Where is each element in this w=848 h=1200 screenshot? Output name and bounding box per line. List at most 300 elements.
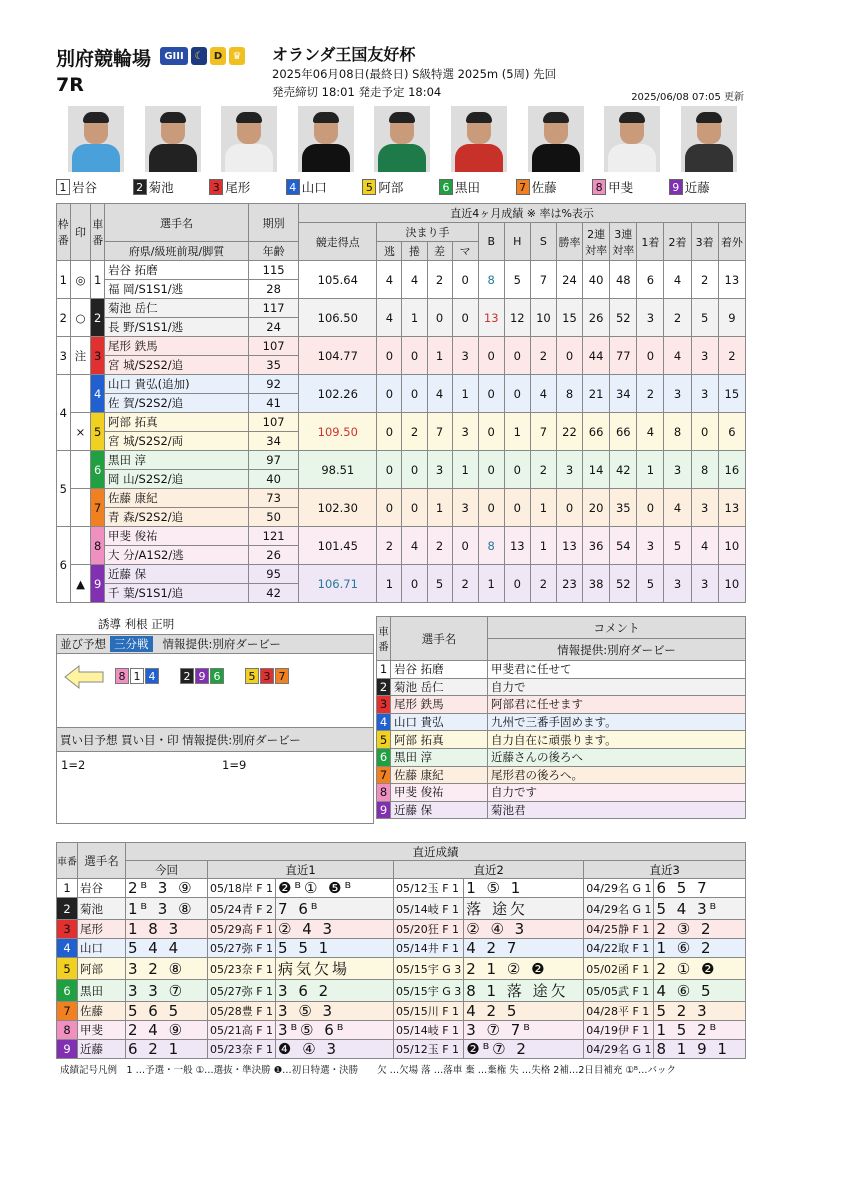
result-1-date: 05/29高 F 1 [208,920,276,939]
stat-r2: 36 [583,527,610,565]
cmt-rider-name: 山口 貴弘 [391,713,488,731]
kimari-sashi: 2 [427,261,452,299]
kimari-mark: 2 [452,565,478,603]
result-2-date: 05/12玉 F 1 [394,879,464,898]
narabi-source: 情報提供:別府ダービー [162,637,281,651]
yoso-cell [70,451,91,489]
res-rider-name: 岩谷 [78,879,126,898]
res-rider-name: 尾形 [78,920,126,939]
stat-f2: 4 [664,337,691,375]
rider-photos [56,106,746,196]
stat-r2: 20 [583,489,610,527]
rider-photo [221,106,277,172]
th-cmt-name: 選手名 [391,617,488,661]
rider-photo [145,106,201,172]
kimari-makuri: 4 [402,261,427,299]
th-l3: 直近3 [584,861,746,879]
kimari-makuri: 0 [402,451,427,489]
th-cmt-src: 情報提供:別府ダービー [488,639,746,661]
th-r-no: 車番 [57,843,78,879]
result-1: 5 5 1 [276,939,394,958]
rider-pref: 宮 城/S2S2/両 [105,432,249,451]
kimari-mark: 0 [452,261,478,299]
stat-win: 15 [556,299,582,337]
updated-time: 2025/06/08 07:05 更新 [631,92,744,103]
result-now: 2ᴮ 3 ⑨ [126,879,208,898]
stat-out: 10 [718,527,745,565]
result-3-date: 04/29名 G 1 [584,898,654,920]
rider-name: 尾形 鉄馬 [105,337,249,356]
kimari-nige: 0 [377,489,402,527]
stat-s: 2 [530,451,556,489]
cmt-car-number: 2 [377,678,391,696]
stat-r2: 21 [583,375,610,413]
th-score: 競走得点 [299,223,377,261]
stat-f2: 4 [664,261,691,299]
kimari-makuri: 0 [402,565,427,603]
result-now: 3 3 ⑦ [126,980,208,1002]
car-number: 9 [91,565,105,603]
rider-age: 41 [249,394,299,413]
rider-short-name: 菊池 [148,180,174,195]
rider-age: 26 [249,546,299,565]
stat-f1: 0 [637,337,664,375]
kimari-nige: 2 [377,527,402,565]
yoso-cell: ▲ [70,565,91,603]
kimari-makuri: 0 [402,489,427,527]
rider-period: 107 [249,413,299,432]
rider-age: 34 [249,432,299,451]
rider-number: 7 [516,179,530,195]
th-out: 着外 [718,223,745,261]
kimari-mark: 3 [452,413,478,451]
kimari-sashi: 5 [427,565,452,603]
rider-name: 山口 貴弘(追加) [105,375,249,394]
lineup-rider: 2 [180,668,194,684]
result-1-date: 05/23奈 F 1 [208,958,276,980]
car-number: 6 [91,451,105,489]
stat-h: 0 [504,565,530,603]
result-now: 2 4 ⑨ [126,1021,208,1040]
stat-f1: 4 [637,413,664,451]
result-2-date: 05/15宇 G 3 [394,958,464,980]
stat-b: 0 [478,375,504,413]
score: 105.64 [299,261,377,299]
result-2: 1 ⑤ 1 [464,879,584,898]
car-number: 2 [91,299,105,337]
th-r-recent: 直近成績 [126,843,746,861]
rider-number: 4 [286,179,300,195]
cmt-rider-name: 甲斐 俊祐 [391,784,488,802]
cmt-rider-name: 尾形 鉄馬 [391,696,488,714]
result-1: 3ᴮ⑤ 6ᴮ [276,1021,394,1040]
race-times: 発売締切 18:01 発走予定 18:04 [272,85,442,99]
stat-h: 0 [504,451,530,489]
stat-r3: 48 [610,261,637,299]
yoso-cell: × [70,413,91,451]
rider-photo [681,106,737,172]
rider-period: 92 [249,375,299,394]
result-1: ❷ᴮ① ❺ᴮ [276,879,394,898]
kimari-mark: 3 [452,489,478,527]
result-2-date: 05/15宇 G 3 [394,980,464,1002]
kimari-mark: 0 [452,299,478,337]
lineup-rider: 3 [260,668,274,684]
kimari-sashi: 3 [427,451,452,489]
race-name: オランダ王国友好杯 [272,45,416,64]
kimari-makuri: 4 [402,527,427,565]
narabi-box [56,654,374,728]
rider-pref: 佐 賀/S2S2/追 [105,394,249,413]
rider-short-name: 尾形 [225,180,251,195]
lineup-rider: 9 [195,668,209,684]
rider-photo [451,106,507,172]
rider-short-name: 佐藤 [531,180,557,195]
cmt-car-number: 4 [377,713,391,731]
rider-pref: 青 森/S2S2/追 [105,508,249,527]
th-comment: コメント [488,617,746,639]
kimari-sashi: 1 [427,489,452,527]
stat-f3: 4 [691,527,718,565]
result-2: 8 1 落 途欠 [464,980,584,1002]
rider-age: 50 [249,508,299,527]
yoso-cell [70,489,91,527]
rider-comment: 菊池君 [488,801,746,819]
res-car-number: 8 [57,1021,78,1040]
result-1: 病気欠場 [276,958,394,980]
stat-s: 1 [530,527,556,565]
rider-name: 黒田 淳 [105,451,249,470]
kaime-2: 1=9 [222,758,247,772]
stat-h: 0 [504,375,530,413]
guide-rider: 誘導 利根 正明 [98,617,175,631]
stat-r2: 38 [583,565,610,603]
stat-f2: 8 [664,413,691,451]
waku-cell: 1 [57,261,71,299]
stat-f3: 0 [691,413,718,451]
stat-out: 15 [718,375,745,413]
score: 109.50 [299,413,377,451]
rider-short-name: 山口 [301,180,327,195]
stat-out: 13 [718,261,745,299]
stat-f1: 3 [637,527,664,565]
result-1-date: 05/27弥 F 1 [208,939,276,958]
rider-comment: 自力で [488,678,746,696]
res-car-number: 6 [57,980,78,1002]
rider-period: 97 [249,451,299,470]
rider-age: 24 [249,318,299,337]
waku-cell: 4 [57,375,71,451]
th-f3: 3着 [691,223,718,261]
result-3: 2 ① ❷ [654,958,746,980]
result-3-date: 04/28平 F 1 [584,1002,654,1021]
stat-b: 0 [478,413,504,451]
rider-number: 5 [362,179,376,195]
rider-pref: 大 分/A1S2/逃 [105,546,249,565]
kimari-mark: 1 [452,375,478,413]
result-1-date: 05/23奈 F 1 [208,1040,276,1059]
rider-number: 3 [209,179,223,195]
rider-age: 42 [249,584,299,603]
stat-f3: 2 [691,261,718,299]
stat-f2: 5 [664,527,691,565]
th-kimari: 決まり手 [377,223,478,242]
stat-f2: 4 [664,489,691,527]
stat-f1: 3 [637,299,664,337]
rider-number: 8 [592,179,606,195]
stat-r2: 26 [583,299,610,337]
result-2-date: 05/14岐 F 1 [394,898,464,920]
stat-win: 3 [556,451,582,489]
result-3: 6 5 7 [654,879,746,898]
race-number: 7R [56,74,84,96]
result-2: 4 2 7 [464,939,584,958]
kimari-makuri: 2 [402,413,427,451]
cmt-car-number: 3 [377,696,391,714]
stat-b: 0 [478,451,504,489]
res-car-number: 7 [57,1002,78,1021]
stat-f3: 3 [691,489,718,527]
rider-comment: 自力です [488,784,746,802]
stat-out: 10 [718,565,745,603]
result-1-date: 05/21高 F 1 [208,1021,276,1040]
result-now: 6 2 1 [126,1040,208,1059]
rider-age: 35 [249,356,299,375]
stat-r3: 66 [610,413,637,451]
rider-age: 40 [249,470,299,489]
result-1-date: 05/27弥 F 1 [208,980,276,1002]
rider-name: 岩谷 拓磨 [105,261,249,280]
th-age: 年齢 [249,242,299,261]
cmt-car-number: 1 [377,661,391,679]
score: 102.26 [299,375,377,413]
result-now: 3 2 ⑧ [126,958,208,980]
rider-card [516,106,593,196]
result-3-date: 04/29名 G 1 [584,879,654,898]
stat-win: 13 [556,527,582,565]
score: 102.30 [299,489,377,527]
stat-f1: 0 [637,489,664,527]
stat-f1: 1 [637,451,664,489]
stat-f2: 3 [664,451,691,489]
kimari-mark: 3 [452,337,478,375]
result-1: 3 ⑤ 3 [276,1002,394,1021]
stat-f2: 3 [664,565,691,603]
stat-f1: 6 [637,261,664,299]
kimari-nige: 0 [377,337,402,375]
stat-s: 10 [530,299,556,337]
stat-b: 8 [478,261,504,299]
rider-card [56,106,133,196]
rider-name: 佐藤 康紀 [105,489,249,508]
result-now: 5 6 5 [126,1002,208,1021]
trophy-icon: ♛ [229,47,245,65]
stat-win: 24 [556,261,582,299]
th-l1: 直近1 [208,861,394,879]
rider-number: 9 [669,179,683,195]
stat-f1: 5 [637,565,664,603]
stat-r3: 42 [610,451,637,489]
waku-cell: 5 [57,451,71,527]
rider-name: 甲斐 俊祐 [105,527,249,546]
result-3-date: 04/22取 F 1 [584,939,654,958]
stat-f3: 3 [691,337,718,375]
stat-out: 9 [718,299,745,337]
stat-win: 0 [556,489,582,527]
result-2: 3 ⑦ 7ᴮ [464,1021,584,1040]
stat-b: 0 [478,337,504,375]
kimari-mark: 1 [452,451,478,489]
stat-win: 23 [556,565,582,603]
stat-out: 16 [718,451,745,489]
arrow-left-icon [63,664,105,690]
rider-pref: 岡 山/S2S2/追 [105,470,249,489]
th-makuri: 捲 [402,242,427,261]
th-period: 期別 [249,204,299,242]
stat-r2: 44 [583,337,610,375]
rider-card [439,106,516,196]
rider-name: 菊池 岳仁 [105,299,249,318]
score: 106.50 [299,299,377,337]
rider-number: 2 [133,179,147,195]
kimari-sashi: 1 [427,337,452,375]
stat-r3: 34 [610,375,637,413]
result-3: 5 4 3ᴮ [654,898,746,920]
kaime-1: 1=2 [61,758,86,772]
stat-s: 2 [530,565,556,603]
res-rider-name: 甲斐 [78,1021,126,1040]
result-now: 5 4 4 [126,939,208,958]
res-car-number: 4 [57,939,78,958]
narabi-lineup [115,668,290,684]
cmt-rider-name: 菊池 岳仁 [391,678,488,696]
lineup-rider: 4 [145,668,159,684]
res-rider-name: 佐藤 [78,1002,126,1021]
stat-s: 2 [530,337,556,375]
cmt-rider-name: 阿部 拓真 [391,731,488,749]
result-3: 4 ⑥ 5 [654,980,746,1002]
rider-card [669,106,746,196]
result-1: ❹ ④ 3 [276,1040,394,1059]
rider-pref: 千 葉/S1S1/追 [105,584,249,603]
cmt-car-number: 9 [377,801,391,819]
score: 98.51 [299,451,377,489]
res-car-number: 1 [57,879,78,898]
score: 101.45 [299,527,377,565]
stat-f3: 3 [691,565,718,603]
rider-pref: 福 岡/S1S1/逃 [105,280,249,299]
res-rider-name: 山口 [78,939,126,958]
rider-photo [68,106,124,172]
rider-short-name: 甲斐 [608,180,634,195]
rider-pref: 長 野/S1S1/逃 [105,318,249,337]
stat-s: 7 [530,413,556,451]
result-2: 4 2 5 [464,1002,584,1021]
result-2: ② ④ 3 [464,920,584,939]
stat-b: 1 [478,565,504,603]
res-car-number: 9 [57,1040,78,1059]
th-h: H [504,223,530,261]
yoso-cell: ◎ [70,261,91,299]
rider-card [286,106,363,196]
rider-period: 95 [249,565,299,584]
stat-f3: 5 [691,299,718,337]
kimari-makuri: 1 [402,299,427,337]
rider-number: 6 [439,179,453,195]
stat-out: 6 [718,413,745,451]
result-3-date: 05/02函 F 1 [584,958,654,980]
stat-r3: 52 [610,565,637,603]
res-rider-name: 黒田 [78,980,126,1002]
cmt-car-number: 5 [377,731,391,749]
result-now: 1ᴮ 3 ⑧ [126,898,208,920]
rider-period: 73 [249,489,299,508]
kimari-makuri: 0 [402,375,427,413]
cmt-rider-name: 近藤 保 [391,801,488,819]
result-3: 8 1 9 1 [654,1040,746,1059]
th-win: 勝率 [556,223,582,261]
kimari-sashi: 2 [427,527,452,565]
rider-period: 121 [249,527,299,546]
lineup-rider: 1 [130,668,144,684]
score: 106.71 [299,565,377,603]
result-2-date: 05/14岐 F 1 [394,1021,464,1040]
kimari-nige: 4 [377,299,402,337]
th-b: B [478,223,504,261]
stat-f2: 2 [664,299,691,337]
rider-card [133,106,210,196]
night-icon: ☾ [191,47,207,65]
car-number: 1 [91,261,105,299]
kimari-makuri: 0 [402,337,427,375]
stat-f1: 2 [637,375,664,413]
kimari-sashi: 4 [427,375,452,413]
rider-comment: 阿部君に任せます [488,696,746,714]
th-no: 車番 [91,204,105,261]
result-2-date: 05/15川 F 1 [394,1002,464,1021]
th-s: S [530,223,556,261]
stat-h: 1 [504,413,530,451]
kimari-sashi: 7 [427,413,452,451]
stat-s: 1 [530,489,556,527]
rider-short-name: 阿部 [378,180,404,195]
rider-short-name: 近藤 [684,180,710,195]
stat-b: 13 [478,299,504,337]
stat-b: 8 [478,527,504,565]
stat-b: 0 [478,489,504,527]
stat-s: 7 [530,261,556,299]
stat-f3: 3 [691,375,718,413]
d-icon: D [210,47,226,65]
narabi-label: 並び予想 [60,637,106,651]
result-3: 1 5 2ᴮ [654,1021,746,1040]
rider-period: 115 [249,261,299,280]
car-number: 5 [91,413,105,451]
lineup-rider: 8 [115,668,129,684]
rider-card [362,106,439,196]
kimari-nige: 0 [377,413,402,451]
lineup-rider: 5 [245,668,259,684]
result-now: 1 8 3 [126,920,208,939]
rider-comment: 尾形君の後ろへ。 [488,766,746,784]
res-car-number: 5 [57,958,78,980]
lineup-rider: 6 [210,668,224,684]
cmt-rider-name: 岩谷 拓磨 [391,661,488,679]
senbun-badge: 三分戦 [110,636,153,652]
res-rider-name: 近藤 [78,1040,126,1059]
rider-photo [298,106,354,172]
th-recent: 直近4ヶ月成績 ※ 率は%表示 [299,204,746,223]
